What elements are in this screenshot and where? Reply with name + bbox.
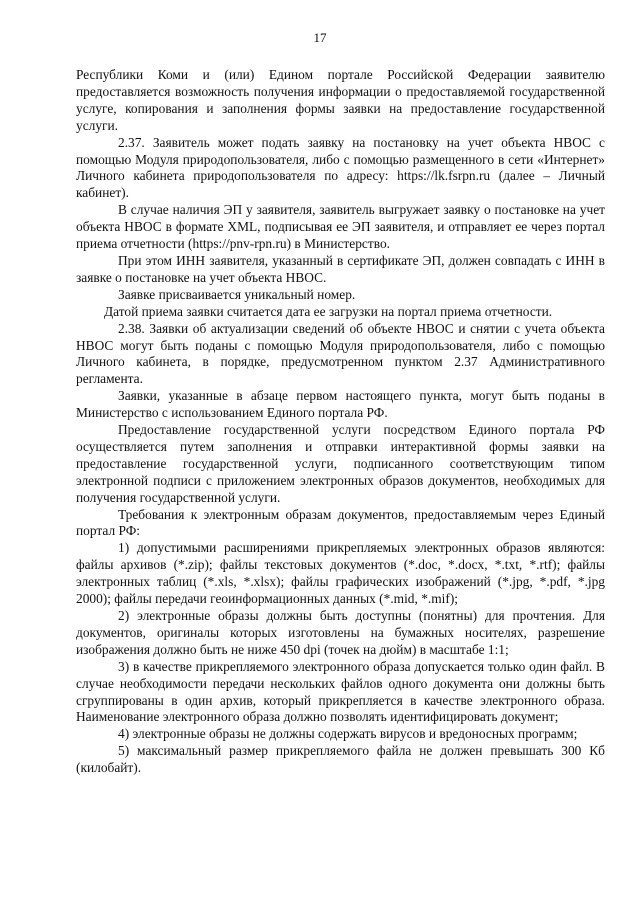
list-item-max-size: 5) максимальный размер прикрепляемого файла не должен превышать 300 Кб (килобайт). xyxy=(76,743,605,776)
paragraph-portal-continuation: Республики Коми и (или) Едином портале Российской Федерации заявителю предоставляется возможность получения информации о предоставляемой государственной услуге, копирования и заполнения формы заявки на предоставление государственной услуги. xyxy=(76,67,605,133)
paragraph-2-37: 2.37. Заявитель может подать заявку на постановку на учет объекта НВОС с помощью Модуля природопользователя, либо с помощью размещенного в сети «Интернет» Личного кабинета природопользователя по адресу: https://lk.fsrpn.ru (далее – Личный кабинет). xyxy=(76,134,605,201)
document-body xyxy=(76,67,605,777)
list-item-extensions: 1) допустимыми расширениями прикрепляемых электронных образов являются: файлы архивов (*.zip); файлы текстовых документов (*.doc, *.docx, *.txt, *.rtf); файлы электронных таблиц (*.xls, *.xlsx); файлы графических изображений (*.jpg, *.pdf, *.jpg 2000); файлы передачи геоинформационных данных (*.mid, *.mif); xyxy=(76,540,605,607)
paragraph-ep-xml: В случае наличия ЭП у заявителя, заявитель выгружает заявку о постановке на учет объекта НВОС в формате XML, подписывая ее ЭП заявителя, и отправляет ее через портал приема отчетности (https://pnv-rpn.ru) в Министерство. xyxy=(76,202,605,252)
paragraph-ministry-portal: Заявки, указанные в абзаце первом настоящего пункта, могут быть поданы в Министерство с использованием Единого портала РФ. xyxy=(76,388,605,421)
paragraph-unique-number: Заявке присваивается уникальный номер. xyxy=(118,286,356,302)
list-item-single-file: 3) в качестве прикрепляемого электронного образа допускается только один файл. В случае необходимости передачи нескольких файлов одного документа они должны быть сгруппированы в один архив, который прикрепляется в качестве электронного образа. Наименование электронного образа должно позволять идентифицировать документ; xyxy=(76,658,605,725)
page-number: 17 xyxy=(313,30,327,45)
list-item-no-viruses: 4) электронные образы не должны содержать вирусов и вредоносных программ; xyxy=(118,726,578,742)
list-item-readability: 2) электронные образы должны быть доступны (понятны) для прочтения. Для документов, оригиналы которых изготовлены на бумажных носителях, разрешение изображения должно быть не ниже 450 dpi (точек на дюйм) в масштабе 1:1; xyxy=(76,608,605,657)
paragraph-requirements-intro: Требования к электронным образам документов, предоставляемым через Единый портал РФ: xyxy=(76,506,605,539)
paragraph-portal-service: Предоставление государственной услуги посредством Единого портала РФ осуществляется путем заполнения и отправки интерактивной формы заявки на предоставление государственной услуги, подписанного соответствующим типом электронной подписи с приложением электронных образов документов, необходимых для получения государственной услуги. xyxy=(76,422,605,505)
paragraph-inn-match: При этом ИНН заявителя, указанный в сертификате ЭП, должен совпадать с ИНН в заявке о постановке на учет объекта НВОС. xyxy=(76,252,605,285)
paragraph-2-38: 2.38. Заявки об актуализации сведений об объекте НВОС и снятии с учета объекта НВОС могут быть поданы с помощью Модуля природопользователя, либо с помощью Личного кабинета, в порядке, предусмотренном пунктом 2.37 Административного регламента. xyxy=(76,320,605,387)
paragraph-receipt-date: Датой приема заявки считается дата ее загрузки на портал приема отчетности. xyxy=(104,303,553,319)
